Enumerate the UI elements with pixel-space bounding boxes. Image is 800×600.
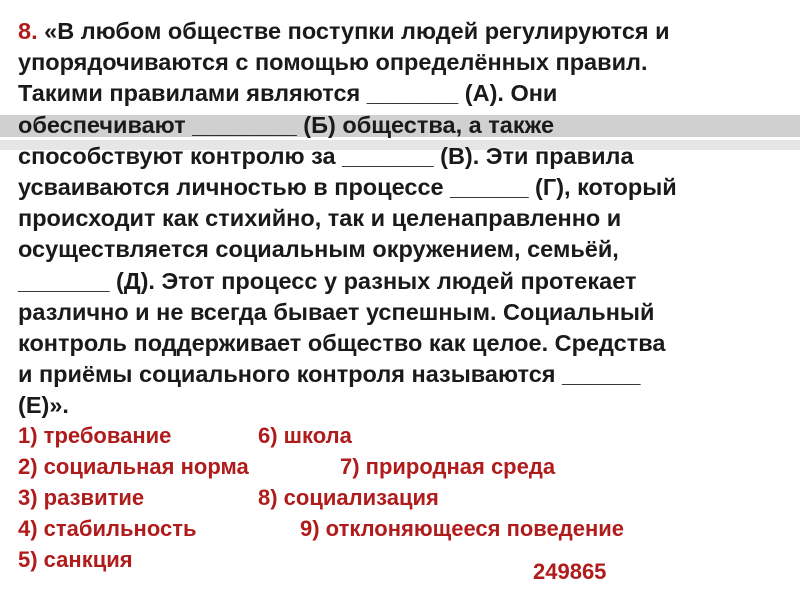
options-row-4 [18, 513, 798, 544]
option-7: 7) природная среда [340, 454, 556, 479]
option-1: 1) требование [18, 423, 172, 448]
option-8: 8) социализация [258, 485, 439, 510]
option-4: 4) стабильность [18, 516, 197, 541]
answer-options [18, 420, 798, 575]
option-2: 2) социальная норма [18, 454, 249, 479]
option-3: 3) развитие [18, 485, 145, 510]
option-6: 6) школа [258, 423, 352, 448]
question-number: 8. [18, 18, 38, 44]
question-text [18, 16, 788, 422]
options-row-5 [18, 544, 798, 575]
option-5: 5) санкция [18, 547, 133, 572]
options-row-2 [18, 451, 798, 482]
options-row-1 [18, 420, 798, 451]
question-body: «В любом обществе поступки людей регулируются и упорядочиваются с помощью определённых правил. Такими правилами являются _______ (А). Они обеспечивают ________ (Б) общества, а также способствуют контролю за _______ (В). Эти правила усваиваются личностью в процессе ______ (Г), который происходит как стихийно, так и целенаправленно и осуществляется социальным окружением, семьёй, _______ (Д). Этот процесс у разных людей протекает различно и не всегда бывает успешным. Социальный контроль поддерживает общество как целое. Средства и приёмы социального контроля называются ______ (Е)». [18, 18, 677, 419]
answer-code: 249865 [533, 559, 607, 584]
options-row-3 [18, 482, 798, 513]
option-9: 9) отклоняющееся поведение [300, 516, 625, 541]
